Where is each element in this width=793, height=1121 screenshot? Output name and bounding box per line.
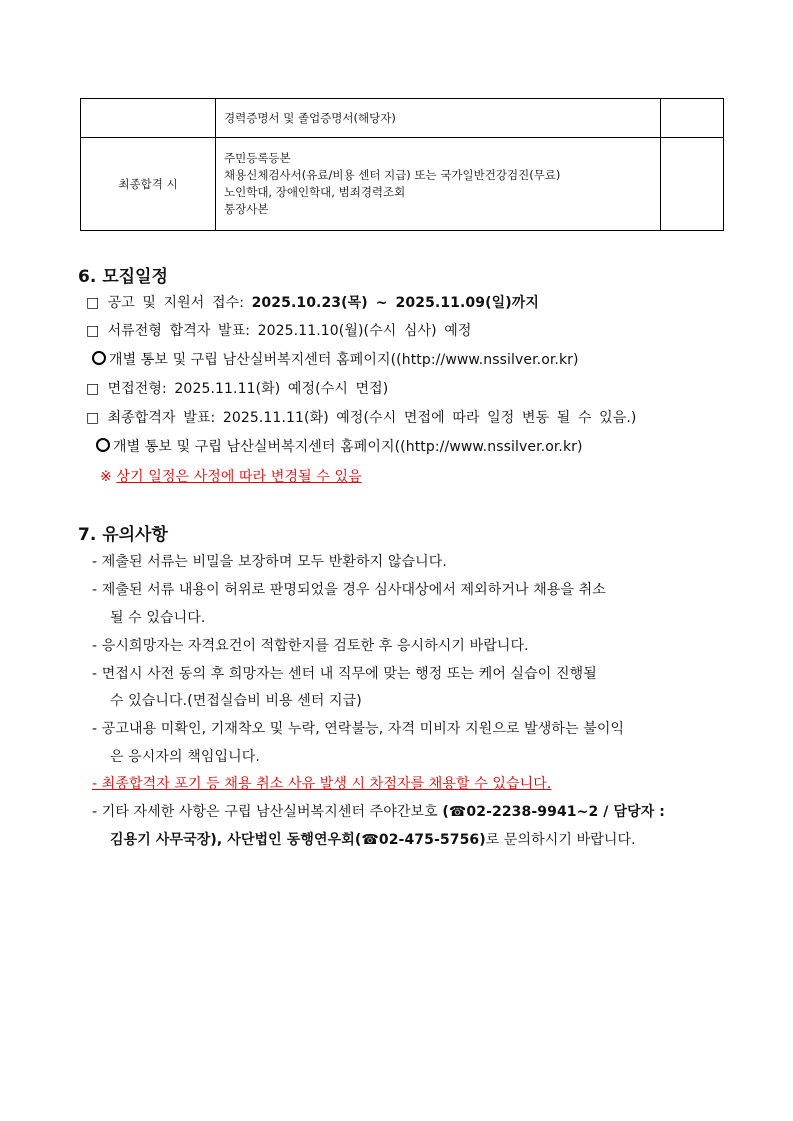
- schedule-notice-2: [96, 436, 583, 456]
- schedule-change-note-text: 상기 일정은 사정에 따라 변경될 수 있음: [116, 469, 362, 485]
- table-label-cell: [81, 99, 216, 138]
- schedule-final-result-text: 최종합격자 발표: 2025.11.11(화) 예정(수시 면접에 따라 일정 변동 될 수 있음.): [107, 410, 637, 426]
- circle-bullet-icon: [96, 438, 110, 452]
- schedule-apply-period: 2025.10.23(목) ~ 2025.11.09(일)까지: [251, 295, 539, 311]
- notice-item-continued: 은 응시자의 책임입니다.: [110, 749, 260, 765]
- table-empty-cell: [661, 99, 724, 138]
- contact-person-text: 김용기 사무국장), 사단법인 동행연우회(☎02-475-5756): [110, 832, 486, 848]
- schedule-document-result-text: 서류전형 합격자 발표: 2025.11.10(월)(수시 심사) 예정: [107, 323, 472, 339]
- notice-text: 개별 통보 및 구립 남산실버복지센터 홈페이지((http://www.nssilver.or.kr): [113, 439, 583, 455]
- table-label-cell: 최종합격 시: [81, 138, 216, 231]
- table-content-cell: [216, 138, 661, 231]
- reference-mark-icon: ※: [100, 469, 112, 485]
- checkbox-square-icon: □: [86, 295, 100, 311]
- section-6-title: 6. 모집일정: [78, 267, 168, 287]
- schedule-notice-1: [92, 349, 579, 369]
- contact-suffix-text: 로 문의하시기 바랍니다.: [485, 832, 636, 848]
- checkbox-square-icon: □: [86, 323, 100, 339]
- table-empty-cell: [661, 138, 724, 231]
- notice-item-warning: - 최종합격자 포기 등 채용 취소 사유 발생 시 차점자를 채용할 수 있습니다.: [92, 776, 552, 792]
- schedule-final-result: [86, 407, 636, 427]
- notice-item: - 면접시 사전 동의 후 희망자는 센터 내 직무에 맞는 행정 또는 케어 실습이 진행될: [92, 666, 597, 682]
- document-item: 통장사본: [224, 202, 269, 216]
- schedule-document-result: [86, 320, 472, 340]
- table-content-cell: 경력증명서 및 졸업증명서(해당자): [216, 99, 661, 138]
- table-row: [81, 138, 724, 231]
- schedule-change-note: [100, 466, 362, 486]
- schedule-interview-text: 면접전형: 2025.11.11(화) 예정(수시 면접): [107, 381, 389, 397]
- table-row: [81, 99, 724, 138]
- document-item: 채용신체검사서(유료/비용 센터 지급) 또는 국가일반건강검진(무료): [224, 168, 561, 182]
- contact-text: - 기타 자세한 사항은 구립 남산실버복지센터 주야간보호: [92, 804, 443, 820]
- schedule-apply: [86, 292, 539, 312]
- circle-bullet-icon: [92, 351, 106, 365]
- checkbox-square-icon: □: [86, 381, 100, 397]
- notice-item-continued: 될 수 있습니다.: [110, 610, 206, 626]
- contact-phone-text: (☎02-2238-9941~2 / 담당자 :: [442, 804, 666, 820]
- document-item: 노인학대, 장애인학대, 범죄경력조회: [224, 185, 406, 199]
- notice-item: - 제출된 서류 내용이 허위로 판명되었을 경우 심사대상에서 제외하거나 채용을 취소: [92, 582, 606, 598]
- schedule-interview: [86, 378, 388, 398]
- document-table: [80, 98, 724, 231]
- notice-item-contact: [92, 801, 665, 821]
- notice-item: - 응시희망자는 자격요건이 적합한지를 검토한 후 응시하시기 바랍니다.: [92, 638, 529, 654]
- section-7-title: 7. 유의사항: [78, 525, 168, 545]
- notice-item: - 제출된 서류는 비밀을 보장하며 모두 반환하지 않습니다.: [92, 554, 447, 570]
- notice-item-contact-continued: [110, 829, 636, 849]
- notice-item: - 공고내용 미확인, 기재착오 및 누락, 연락불능, 자격 미비자 지원으로 발생하는 불이익: [92, 721, 625, 737]
- notice-text: 개별 통보 및 구립 남산실버복지센터 홈페이지((http://www.nssilver.or.kr): [109, 352, 579, 368]
- document-item: 주민등록등본: [224, 151, 291, 165]
- notice-item-continued: 수 있습니다.(면접실습비 비용 센터 지급): [110, 693, 362, 709]
- schedule-apply-label: 공고 및 지원서 접수:: [107, 295, 252, 311]
- checkbox-square-icon: □: [86, 410, 100, 426]
